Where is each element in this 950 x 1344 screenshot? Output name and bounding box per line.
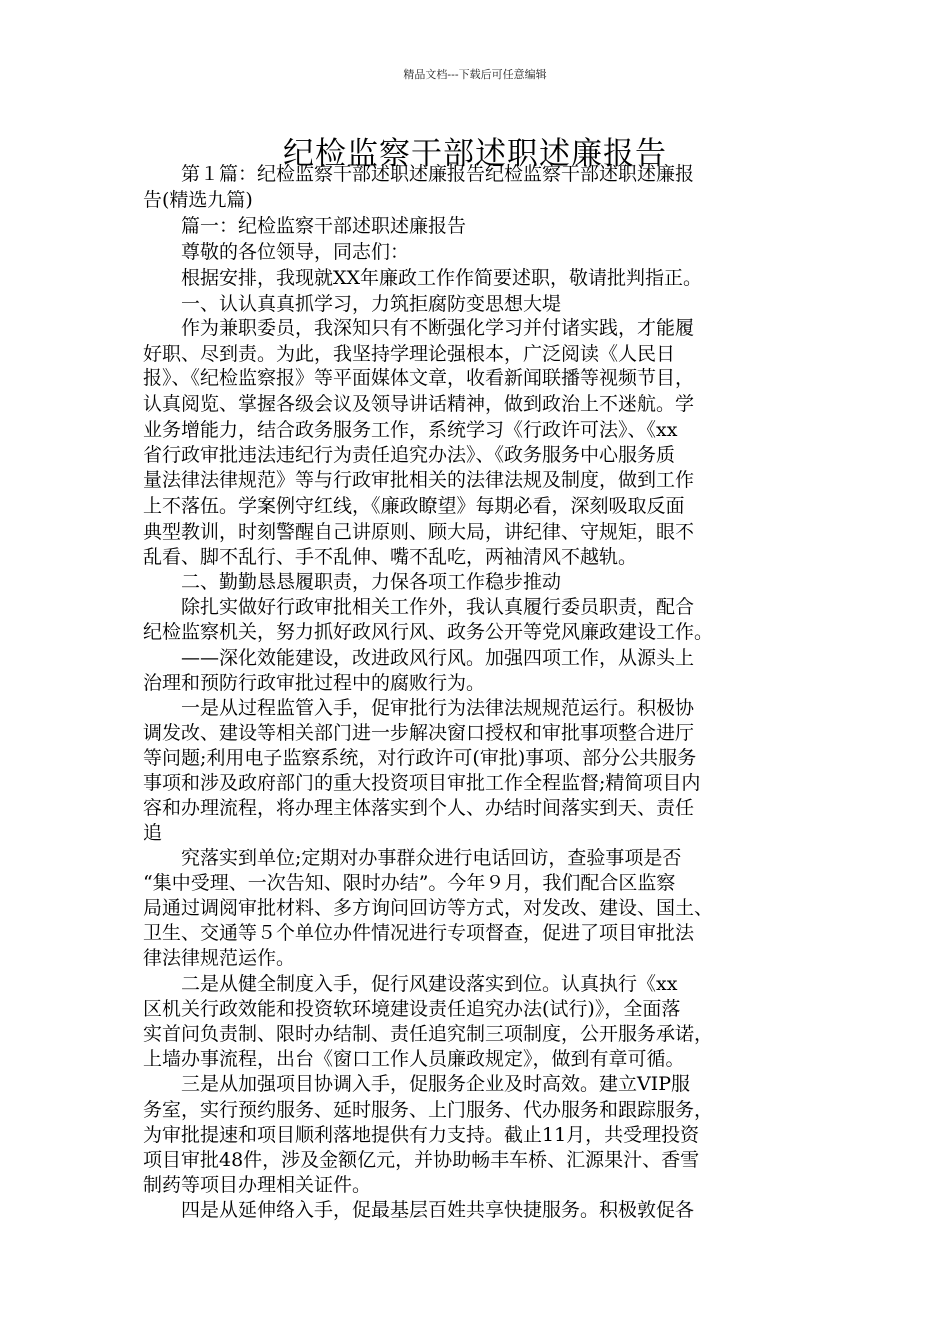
body-line: 等问题;利用电子监察系统，对行政许可(审批)事项、部分公共服务: [143, 747, 697, 769]
body-line: 二、勤勤恳恳履职责，力保各项工作稳步推动: [143, 571, 562, 593]
body-line: 报》、《纪检监察报》等平面媒体文章，收看新闻联播等视频节目，: [143, 367, 695, 389]
body-line: 根据安排，我现就XX年廉政工作作简要述职，敬请批判指正。: [143, 267, 703, 289]
document-title: 纪检监察干部述职述廉报告: [283, 136, 667, 172]
body-line: 上墙办事流程，出台《窗口工作人员廉政规定》，做到有章可循。: [143, 1048, 685, 1070]
body-line: 一、认认真真抓学习，力筑拒腐防变思想大堤: [143, 293, 562, 315]
body-line: 上不落伍。学案例守红线，《廉政瞭望》每期必看，深刻吸取反面: [143, 495, 685, 517]
body-line: 作为兼职委员，我深知只有不断强化学习并付诸实践，才能履: [143, 317, 695, 339]
body-line: 究落实到单位;定期对办事群众进行电话回访，查验事项是否: [143, 847, 682, 869]
body-line: 纪检监察机关，努力抓好政风行风、政务公开等党风廉政建设工作。: [143, 621, 714, 643]
body-line: 事项和涉及政府部门的重大投资项目审批工作全程监督;精简项目内: [143, 772, 701, 794]
body-line: 一是从过程监管入手，促审批行为法律法规规范运行。积极协: [143, 697, 695, 719]
body-line: ——深化效能建设，改进政风行风。加强四项工作，从源头上: [143, 647, 695, 669]
body-line: 量法律法律规范》等与行政审批相关的法律法规及制度，做到工作: [143, 469, 695, 491]
body-line: 三是从加强项目协调入手，促服务企业及时高效。建立VIP服: [143, 1073, 691, 1095]
body-line: 治理和预防行政审批过程中的腐败行为。: [143, 672, 486, 694]
body-line: 认真阅览、掌握各级会议及领导讲话精神，做到政治上不迷航。学: [143, 393, 695, 415]
body-line: 区机关行政效能和投资软环境建设责任追究办法(试行)》，全面落: [143, 998, 681, 1020]
body-line: 除扎实做好行政审批相关工作外，我认真履行委员职责，配合: [143, 596, 695, 618]
body-line: 典型教训，时刻警醒自己讲原则、顾大局，讲纪律、守规矩，眼不: [143, 521, 695, 543]
body-line: 实首问负责制、限时办结制、责任追究制三项制度，公开服务承诺，: [143, 1023, 714, 1045]
body-line: 务室，实行预约服务、延时服务、上门服务、代办服务和跟踪服务，: [143, 1099, 714, 1121]
body-line: 好职、尽到责。为此，我坚持学理论强根本，广泛阅读《人民日: [143, 343, 676, 365]
body-line: 追: [143, 822, 163, 844]
body-line: 尊敬的各位领导，同志们：: [143, 241, 410, 263]
body-line: 篇一：纪检监察干部述职述廉报告: [143, 215, 467, 237]
body-line: 省行政审批违法违纪行为责任追究办法》、《政务服务中心服务质: [143, 444, 676, 466]
body-line: 告(精选九篇): [143, 189, 253, 211]
page-header: 精品文档---下载后可任意编辑: [403, 68, 547, 81]
body-line: 乱看、脚不乱行、手不乱伸、嘴不乱吃，两袖清风不越轨。: [143, 546, 638, 568]
body-line: 律法律规范运作。: [143, 947, 296, 969]
body-line: “集中受理、一次告知、限时办结”。今年９月，我们配合区监察: [143, 872, 676, 894]
body-line: 项目审批48件，涉及金额亿元，并协助畅丰车桥、汇源果汁、香雪: [143, 1149, 700, 1171]
body-line: 第１篇：纪检监察干部述职述廉报告纪检监察干部述职述廉报: [143, 163, 695, 185]
body-line: 二是从健全制度入手，促行风建设落实到位。认真执行《xx: [143, 973, 678, 995]
body-line: 为审批提速和项目顺利落地提供有力支持。截止11月，共受理投资: [143, 1124, 700, 1146]
body-line: 局通过调阅审批材料、多方询问回访等方式，对发改、建设、国土、: [143, 897, 714, 919]
body-line: 制药等项目办理相关证件。: [143, 1174, 372, 1196]
body-line: 容和办理流程，将办理主体落实到个人、办结时间落实到天、责任: [143, 797, 695, 819]
body-line: 业务增能力，结合政务服务工作，系统学习《行政许可法》、《xx: [143, 419, 678, 441]
body-line: 调发改、建设等相关部门进一步解决窗口授权和审批事项整合进厅: [143, 722, 695, 744]
body-line: 四是从延伸络入手，促最基层百姓共享快捷服务。积极敦促各: [143, 1199, 695, 1221]
body-line: 卫生、交通等５个单位办件情况进行专项督查，促进了项目审批法: [143, 922, 695, 944]
